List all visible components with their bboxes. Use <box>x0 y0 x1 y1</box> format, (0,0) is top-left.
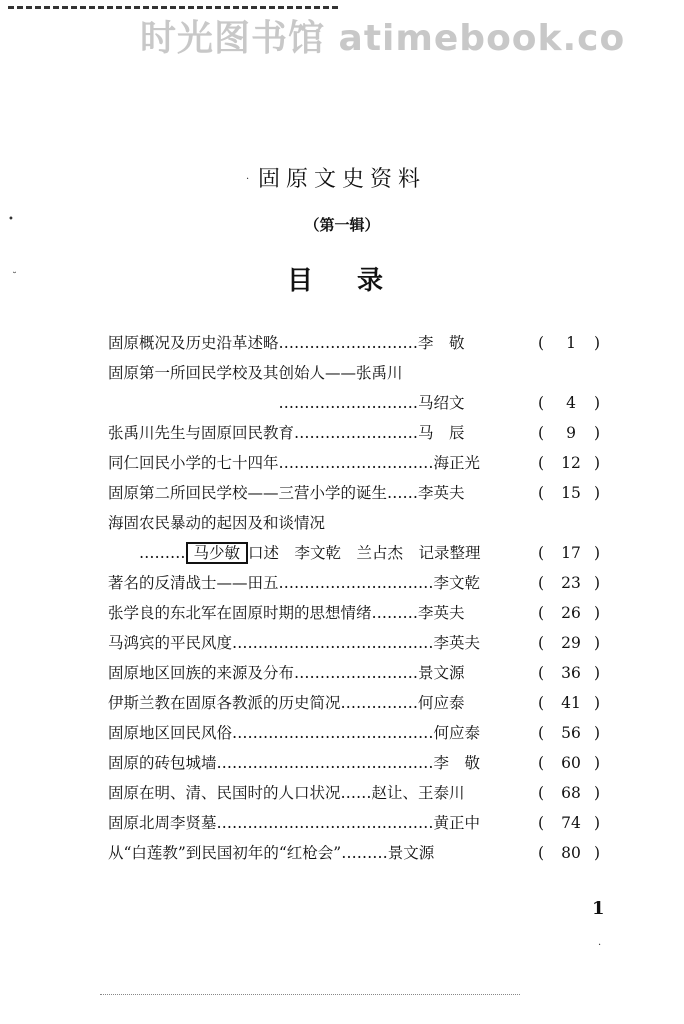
toc-entry-page: 15 <box>561 484 581 502</box>
toc-entry-page: 12 <box>561 454 581 472</box>
volume-label: （第一辑） <box>304 216 380 234</box>
toc-entry-page: 23 <box>561 574 581 592</box>
toc-entry <box>108 508 608 538</box>
toc-entry: 张禹川先生与固原回民教育……………………马 辰 ( 9 ) <box>108 418 608 448</box>
toc-entry-text: 固原第二所回民学校——三营小学的诞生……李英夫 <box>108 484 465 502</box>
toc-entry: 马鸿宾的平民风度…………………………………李英夫 ( 29 ) <box>108 628 608 658</box>
toc-entry-page: 4 <box>566 394 576 412</box>
toc-entry-text: 固原第一所回民学校及其创始人——张禹川 <box>108 364 403 382</box>
toc-entry: 固原的砖包城墙……………………………………李 敬 ( 60 ) <box>108 748 608 778</box>
margin-mark: · <box>246 174 250 185</box>
toc-entry-text: 固原概况及历史沿革述略………………………李 敬 <box>108 334 465 352</box>
toc-entry-page: 68 <box>561 784 581 802</box>
toc-entry: 著名的反清战士——田五…………………………李文乾 ( 23 ) <box>108 568 608 598</box>
toc-entry-page: 29 <box>561 634 581 652</box>
top-dash-line <box>8 6 338 9</box>
boxed-name: 马少敏 <box>186 542 249 564</box>
toc-entry-page: 60 <box>561 754 581 772</box>
contents-title: 目录 <box>286 266 427 296</box>
toc-entry-page: 41 <box>561 694 581 712</box>
toc-entry-page: 1 <box>566 334 576 352</box>
toc-entry: 固原北周李贤墓……………………………………黄正中 ( 74 ) <box>108 808 608 838</box>
page-number: 1 <box>592 898 605 919</box>
toc-entry-text: 张学良的东北军在固原时期的思想情绪………李英夫 <box>108 604 465 622</box>
table-of-contents <box>108 328 608 868</box>
margin-mark: ˘ <box>12 272 17 283</box>
bottom-scan-noise <box>100 994 520 995</box>
toc-entry: 伊斯兰教在固原各教派的历史简况……………何应泰 ( 41 ) <box>108 688 608 718</box>
toc-entry-text: 著名的反清战士——田五…………………………李文乾 <box>108 574 481 592</box>
toc-entry-text: 张禹川先生与固原回民教育……………………马 辰 <box>108 424 465 442</box>
toc-entry-text: 固原地区回民风俗…………………………………何应泰 <box>108 724 481 742</box>
toc-entry-text: 马鸿宾的平民风度…………………………………李英夫 <box>108 634 481 652</box>
toc-entry: ……… 马少敏 口述 李文乾 兰占杰 记录整理 ( 17 ) <box>108 538 608 568</box>
toc-entry: 固原在明、清、民国时的人口状况……赵让、王泰川 ( 68 ) <box>108 778 608 808</box>
book-title: 固原文史资料 <box>257 167 426 192</box>
watermark: 时光图书馆 atimebook.co <box>140 18 626 59</box>
toc-entry-text: 伊斯兰教在固原各教派的历史简况……………何应泰 <box>108 694 465 712</box>
toc-entry-text: 同仁回民小学的七十四年…………………………海正光 <box>108 454 481 472</box>
toc-entry-text: 固原的砖包城墙……………………………………李 敬 <box>108 754 481 772</box>
toc-entry: 张学良的东北军在固原时期的思想情绪………李英夫 ( 26 ) <box>108 598 608 628</box>
toc-entry-text: ………………………马绍文 <box>108 394 465 412</box>
toc-entry: 从“白莲教”到民国初年的“红枪会”………景文源 ( 80 ) <box>108 838 608 868</box>
toc-entry-text: 从“白莲教”到民国初年的“红枪会”………景文源 <box>108 844 435 862</box>
toc-entry-page: 80 <box>561 844 581 862</box>
toc-entry-page: 26 <box>561 604 581 622</box>
toc-entry: 固原地区回族的来源及分布……………………景文源 ( 36 ) <box>108 658 608 688</box>
toc-entry-text: 海固农民暴动的起因及和谈情况 <box>108 514 326 532</box>
toc-entry-page: 36 <box>561 664 581 682</box>
toc-entry: 固原地区回民风俗…………………………………何应泰 ( 56 ) <box>108 718 608 748</box>
toc-entry: 固原概况及历史沿革述略………………………李 敬 ( 1 ) <box>108 328 608 358</box>
toc-entry: ………………………马绍文 ( 4 ) <box>108 388 608 418</box>
toc-entry-page: 56 <box>561 724 581 742</box>
toc-entry: 同仁回民小学的七十四年…………………………海正光 ( 12 ) <box>108 448 608 478</box>
margin-mark: • <box>8 214 14 225</box>
toc-entry-text: 固原北周李贤墓……………………………………黄正中 <box>108 814 481 832</box>
toc-entry-text: ……… 马少敏 口述 李文乾 兰占杰 记录整理 <box>108 544 481 562</box>
toc-entry: 固原第二所回民学校——三营小学的诞生……李英夫 ( 15 ) <box>108 478 608 508</box>
toc-entry-page: 9 <box>566 424 576 442</box>
toc-entry-text: 固原地区回族的来源及分布……………………景文源 <box>108 664 465 682</box>
toc-entry-page: 74 <box>561 814 581 832</box>
margin-mark: · <box>598 940 602 951</box>
toc-entry-text: 固原在明、清、民国时的人口状况……赵让、王泰川 <box>108 784 465 802</box>
toc-entry <box>108 358 608 388</box>
toc-entry-page: 17 <box>561 544 581 562</box>
